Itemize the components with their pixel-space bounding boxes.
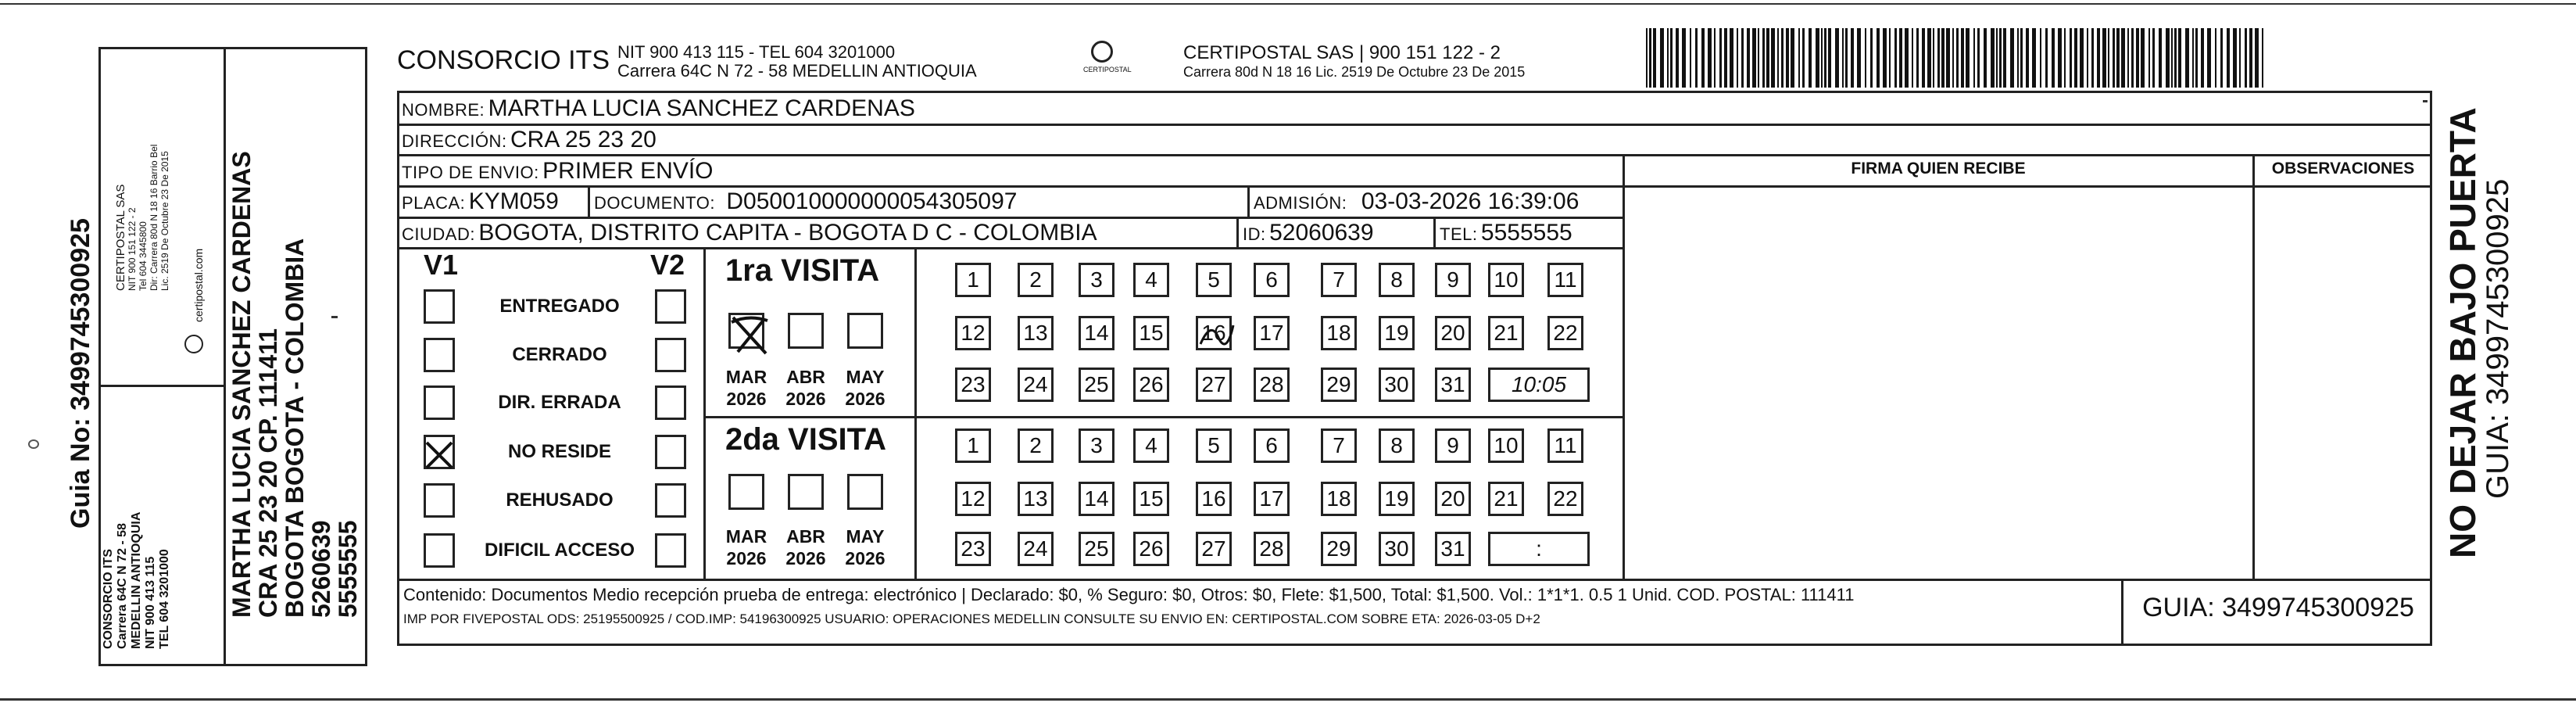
barcode-bar — [1966, 28, 1970, 88]
day-box[interactable]: 6 — [1254, 429, 1290, 463]
barcode-bar — [1842, 28, 1844, 88]
barcode-bar — [2010, 28, 2014, 88]
barcode-bar — [2080, 28, 2084, 88]
day-box[interactable]: 3 — [1079, 263, 1114, 297]
barcode-bar — [1984, 28, 1987, 88]
nombre-label: NOMBRE: — [402, 100, 485, 120]
row-line-1 — [397, 124, 2432, 126]
month-label: MAR 2026 — [725, 526, 767, 568]
barcode-bar — [1973, 28, 1975, 88]
barcode-bar — [1946, 28, 1950, 88]
observaciones-header: OBSERVACIONES — [2271, 160, 2415, 178]
barcode-bar — [2091, 28, 2094, 88]
barcode-bar — [2017, 28, 2019, 88]
stub-web: certipostal.com — [192, 248, 205, 322]
day-box[interactable]: 27 — [1196, 368, 1232, 402]
barcode-bar — [2215, 28, 2216, 88]
barcode-bar — [1905, 28, 1909, 88]
barcode-bar — [1752, 28, 1756, 88]
certi-line2: Carrera 80d N 18 16 Lic. 2519 De Octubre 23 De 2015 — [1183, 64, 1526, 80]
barcode-bar — [1999, 28, 2002, 88]
first-visit-title: 1ra VISITA — [725, 253, 880, 288]
barcode-bar — [2178, 28, 2181, 88]
barcode-bar — [2070, 28, 2072, 88]
status-option-label: ENTREGADO — [499, 296, 620, 317]
day-box[interactable]: 7 — [1321, 429, 1357, 463]
first-visit-time[interactable]: 10:05 — [1488, 368, 1590, 402]
barcode-bar — [2152, 28, 2155, 88]
stub-recipient: MARTHA LUCIA SANCHEZ CARDENAS CRA 25 23 20 CP. 111411 BOGOTA BOGOTA - COLOMBIA 5260639 5555555 — [227, 151, 362, 618]
status-option-label: REHUSADO — [506, 489, 614, 511]
col-firma-left — [1623, 154, 1625, 579]
barcode-bar — [1991, 28, 1995, 88]
barcode-bar — [1870, 28, 1873, 88]
day-box[interactable]: 18 — [1321, 482, 1357, 516]
placa-row — [402, 188, 559, 215]
day-box[interactable]: 28 — [1254, 532, 1290, 566]
id-label: ID: — [1243, 224, 1266, 244]
certipostal-logo-icon — [1091, 41, 1113, 63]
row-line-2 — [397, 154, 2432, 156]
day-box[interactable]: 30 — [1379, 368, 1415, 402]
month-checkbox[interactable] — [788, 313, 824, 349]
day-box[interactable]: 16 — [1196, 316, 1232, 350]
month-label: MAR 2026 — [725, 367, 767, 409]
admision-label: ADMISIÓN: — [1254, 193, 1347, 213]
barcode-bar — [1899, 28, 1902, 88]
day-box[interactable]: 21 — [1488, 316, 1524, 350]
v2-label: V2 — [650, 249, 685, 281]
barcode-bar — [1996, 28, 1998, 88]
day-box[interactable]: 23 — [955, 368, 991, 402]
day-box[interactable]: 4 — [1133, 429, 1169, 463]
barcode-bar — [2207, 28, 2211, 88]
day-box[interactable]: 7 — [1321, 263, 1357, 297]
barcode-bar — [1821, 28, 1823, 88]
barcode-bar — [1747, 28, 1750, 88]
day-box[interactable]: 14 — [1079, 316, 1114, 350]
day-box[interactable]: 5 — [1196, 263, 1232, 297]
v1-checkbox[interactable] — [424, 385, 455, 420]
barcode-bar — [2141, 28, 2145, 88]
company-name: CONSORCIO ITS — [397, 45, 610, 75]
nombre-value: MARTHA LUCIA SANCHEZ CARDENAS — [488, 95, 915, 121]
barcode-bar — [2185, 28, 2189, 88]
day-box[interactable]: 8 — [1379, 263, 1415, 297]
day-box[interactable]: 9 — [1435, 429, 1471, 463]
v2-checkbox[interactable] — [655, 289, 686, 324]
day-box[interactable]: 12 — [955, 482, 991, 516]
direccion-row — [402, 127, 657, 153]
day-box[interactable]: 24 — [1018, 368, 1054, 402]
barcode-bar — [2249, 28, 2252, 88]
barcode — [1646, 28, 2271, 88]
barcode-bar — [2192, 28, 2194, 88]
row-line-5 — [397, 247, 1624, 249]
placa-value: KYM059 — [468, 188, 559, 214]
barcode-bar — [2052, 28, 2055, 88]
barcode-bar — [1667, 28, 1669, 88]
barcode-bar — [1786, 28, 1789, 88]
barcode-bar — [2166, 28, 2170, 88]
tipo-label: TIPO DE ENVIO: — [402, 163, 539, 182]
month-label: ABR 2026 — [785, 526, 826, 568]
tel-row — [1440, 220, 1572, 246]
day-box[interactable]: 17 — [1254, 482, 1290, 516]
admision-value: 03-03-2026 16:39:06 — [1361, 188, 1580, 214]
barcode-bar — [2245, 28, 2247, 88]
v1-checkbox[interactable] — [424, 338, 455, 372]
day-box[interactable]: 16 — [1196, 482, 1232, 516]
barcode-bar — [2201, 28, 2204, 88]
v1-label: V1 — [424, 249, 459, 281]
barcode-bar — [1889, 28, 1891, 88]
barcode-bar — [2020, 28, 2023, 88]
row-line-footer — [397, 579, 2432, 581]
day-box[interactable]: 25 — [1079, 532, 1114, 566]
day-box[interactable]: 26 — [1133, 532, 1169, 566]
v2-checkbox[interactable] — [655, 533, 686, 568]
barcode-bar — [2262, 28, 2263, 88]
nombre-row — [402, 95, 915, 122]
day-box[interactable]: 11 — [1547, 429, 1583, 463]
footer-line1: Contenido: Documentos Medio recepción prueba de entrega: electrónico | Declarado: $0, % Seguro: $0, Otros: $0, Flete: $1,500, Total: $1,500. Vol.: 1*1*1. 0.5 1 Unid. COD. POSTAL: 111411 — [403, 585, 1855, 604]
id-divider — [1236, 217, 1239, 248]
barcode-bar — [1816, 28, 1819, 88]
top-edge-line — [0, 3, 2576, 5]
tipo-value: PRIMER ENVÍO — [542, 158, 714, 184]
row-line-4 — [397, 217, 1624, 219]
id-value: 52060639 — [1269, 220, 1374, 246]
day-box[interactable]: 12 — [955, 316, 991, 350]
barcode-bar — [1927, 28, 1931, 88]
day-box[interactable]: 20 — [1435, 316, 1471, 350]
company-line2: Carrera 64C N 72 - 58 MEDELLIN ANTIOQUIA — [617, 61, 977, 81]
day-box[interactable]: 11 — [1547, 263, 1583, 297]
handwritten-day-mark — [1196, 316, 1238, 355]
day-box[interactable]: 20 — [1435, 482, 1471, 516]
v2-checkbox[interactable] — [655, 483, 686, 518]
day-box[interactable]: 15 — [1133, 316, 1169, 350]
documento-value: D050010000000054305097 — [726, 188, 1018, 214]
day-box[interactable]: 2 — [1018, 263, 1054, 297]
ciudad-label: CIUDAD: — [402, 224, 475, 244]
barcode-bar — [2108, 28, 2109, 88]
barcode-bar — [2116, 28, 2120, 88]
scan-speck — [28, 439, 39, 449]
day-box[interactable]: 19 — [1379, 316, 1415, 350]
barcode-bar — [2113, 28, 2115, 88]
barcode-bar — [1762, 28, 1765, 88]
day-box[interactable]: 31 — [1435, 368, 1471, 402]
barcode-bar — [2171, 28, 2173, 88]
day-box[interactable]: 21 — [1488, 482, 1524, 516]
barcode-bar — [1741, 28, 1744, 88]
day-box[interactable]: 17 — [1254, 316, 1290, 350]
barcode-bar — [1828, 28, 1831, 88]
barcode-bar — [1894, 28, 1897, 88]
barcode-bar — [1701, 28, 1705, 88]
barcode-bar — [1865, 28, 1866, 88]
barcode-bar — [1809, 28, 1812, 88]
barcode-bar — [2239, 28, 2241, 88]
barcode-bar — [2087, 28, 2088, 88]
tel-divider — [1433, 217, 1436, 248]
barcode-bar — [1708, 28, 1712, 88]
doc-divider — [588, 185, 590, 217]
barcode-bar — [2097, 28, 2100, 88]
barcode-bar — [1690, 28, 1691, 88]
barcode-bar — [1737, 28, 1738, 88]
status-option-label: DIR. ERRADA — [498, 392, 621, 413]
barcode-bar — [1724, 28, 1727, 88]
stub-certipostal: CERTIPOSTAL SAS NIT 900 151 122 - 2 Tel 604 3445800 Dir: Carrera 80d N 18 16 Barrio Bel Lic. 2519 De Octubre 23 De 2015 — [114, 144, 170, 291]
documento-row — [594, 188, 1017, 215]
footer-divider — [2121, 579, 2123, 646]
stub-divider-1 — [224, 47, 226, 666]
barcode-bar — [1883, 28, 1887, 88]
day-box[interactable]: 19 — [1379, 482, 1415, 516]
day-box[interactable]: 13 — [1018, 482, 1054, 516]
day-box[interactable]: 22 — [1547, 316, 1583, 350]
barcode-bar — [2102, 28, 2106, 88]
day-box[interactable]: 6 — [1254, 263, 1290, 297]
col-obs-left — [2252, 154, 2255, 579]
firma-header: FIRMA QUIEN RECIBE — [1851, 160, 2026, 178]
admision-divider — [1247, 185, 1250, 217]
bottom-edge-line — [0, 698, 2576, 701]
barcode-bar — [2159, 28, 2162, 88]
v1-checkbox[interactable] — [424, 533, 455, 568]
barcode-bar — [1937, 28, 1940, 88]
scan-dash — [331, 316, 338, 318]
certi-line1: CERTIPOSTAL SAS | 900 151 122 - 2 — [1183, 42, 1501, 63]
barcode-bar — [1933, 28, 1934, 88]
day-box[interactable]: 1 — [955, 263, 991, 297]
month-checkbox[interactable] — [847, 474, 883, 510]
day-box[interactable]: 10 — [1488, 429, 1524, 463]
barcode-bar — [1851, 28, 1854, 88]
direccion-label: DIRECCIÓN: — [402, 131, 507, 151]
barcode-bar — [2136, 28, 2139, 88]
barcode-bar — [2045, 28, 2048, 88]
barcode-bar — [1695, 28, 1698, 88]
barcode-bar — [1977, 28, 1980, 88]
barcode-bar — [1714, 28, 1716, 88]
second-visit-time[interactable]: : — [1488, 532, 1590, 566]
check-no-reside-mark — [422, 438, 456, 472]
month-checkbox[interactable] — [788, 474, 824, 510]
barcode-bar — [1660, 28, 1664, 88]
day-box[interactable]: 3 — [1079, 429, 1114, 463]
day-box[interactable]: 22 — [1547, 482, 1583, 516]
barcode-bar — [2195, 28, 2198, 88]
ciudad-row — [402, 220, 1097, 246]
right-warning: NO DEJAR BAJO PUERTA — [2442, 107, 2483, 558]
day-box[interactable]: 23 — [955, 532, 991, 566]
v2-checkbox[interactable] — [655, 435, 686, 469]
tel-label: TEL: — [1440, 224, 1478, 244]
barcode-bar — [1719, 28, 1722, 88]
certipostal-logo-caption: CERTIPOSTAL — [1083, 66, 1132, 74]
v1-checkbox[interactable] — [424, 483, 455, 518]
day-box[interactable]: 24 — [1018, 532, 1054, 566]
barcode-bar — [1961, 28, 1964, 88]
tipo-row — [402, 158, 714, 185]
barcode-bar — [1956, 28, 1959, 88]
day-box[interactable]: 25 — [1079, 368, 1114, 402]
stub-divider-h — [98, 385, 224, 387]
right-guia: GUIA: 3499745300925 — [2481, 178, 2515, 499]
barcode-bar — [2127, 28, 2129, 88]
day-box[interactable]: 2 — [1018, 429, 1054, 463]
barcode-bar — [1941, 28, 1945, 88]
status-divider — [703, 247, 706, 579]
v1-checkbox[interactable] — [424, 289, 455, 324]
barcode-bar — [2040, 28, 2041, 88]
barcode-bar — [2148, 28, 2150, 88]
month-checkbox[interactable] — [847, 313, 883, 349]
footer-line2: IMP POR FIVEPOSTAL ODS: 25195500925 / COD.IMP: 54196300925 USUARIO: OPERACIONES MEDELLIN CONSULTE SU ENVIO EN: CERTIPOSTAL.COM SOBRE ETA: 2026-03-05 D+2 — [403, 611, 1540, 626]
barcode-bar — [2074, 28, 2077, 88]
placa-label: PLACA: — [402, 193, 466, 213]
documento-label: DOCUMENTO: — [594, 193, 715, 213]
v2-checkbox[interactable] — [655, 385, 686, 420]
barcode-bar — [2227, 28, 2230, 88]
day-box[interactable]: 30 — [1379, 532, 1415, 566]
barcode-bar — [1781, 28, 1784, 88]
barcode-bar — [2174, 28, 2177, 88]
barcode-bar — [1916, 28, 1919, 88]
barcode-bar — [1777, 28, 1779, 88]
barcode-bar — [2131, 28, 2134, 88]
barcode-bar — [1766, 28, 1769, 88]
barcode-bar — [2058, 28, 2062, 88]
day-box[interactable]: 14 — [1079, 482, 1114, 516]
barcode-bar — [1922, 28, 1925, 88]
stub-logo-icon — [184, 335, 203, 353]
day-box[interactable]: 15 — [1133, 482, 1169, 516]
scan-dash-2 — [2423, 100, 2428, 102]
barcode-bar — [2255, 28, 2259, 88]
company-line1: NIT 900 413 115 - TEL 604 3201000 — [617, 42, 896, 62]
footer-guia: GUIA: 3499745300925 — [2142, 593, 2414, 622]
month-divider — [914, 247, 917, 579]
barcode-bar — [2233, 28, 2237, 88]
barcode-bar — [1824, 28, 1826, 88]
barcode-bar — [1653, 28, 1656, 88]
barcode-bar — [1802, 28, 1805, 88]
day-box[interactable]: 26 — [1133, 368, 1169, 402]
tel-value: 5555555 — [1480, 220, 1572, 246]
barcode-bar — [1730, 28, 1733, 88]
day-box[interactable]: 10 — [1488, 263, 1524, 297]
barcode-bar — [1771, 28, 1775, 88]
stub-sender: CONSORCIO ITS Carrera 64C N 72 - 58 MEDELLIN ANTIOQUIA NIT 900 413 115 TEL 604 3201000 — [102, 511, 171, 649]
day-box[interactable]: 4 — [1133, 263, 1169, 297]
id-row — [1243, 220, 1374, 246]
barcode-bar — [2121, 28, 2125, 88]
second-visit-title: 2da VISITA — [725, 422, 886, 457]
day-box[interactable]: 29 — [1321, 368, 1357, 402]
barcode-bar — [1646, 28, 1648, 88]
day-box[interactable]: 28 — [1254, 368, 1290, 402]
barcode-bar — [2026, 28, 2029, 88]
day-box[interactable]: 31 — [1435, 532, 1471, 566]
admision-row — [1254, 188, 1579, 215]
barcode-bar — [1649, 28, 1651, 88]
direccion-value: CRA 25 23 20 — [510, 127, 657, 152]
day-box[interactable]: 29 — [1321, 532, 1357, 566]
status-option-label: NO RESIDE — [507, 441, 612, 462]
day-box[interactable]: 18 — [1321, 316, 1357, 350]
barcode-bar — [1835, 28, 1839, 88]
barcode-bar — [1682, 28, 1686, 88]
barcode-bar — [1758, 28, 1759, 88]
barcode-bar — [1952, 28, 1954, 88]
barcode-bar — [1845, 28, 1848, 88]
row-line-3 — [397, 185, 2432, 188]
row-line-6 — [703, 416, 1624, 418]
stub-guia-label: Guia No: 3499745300925 — [66, 218, 95, 529]
barcode-bar — [1798, 28, 1800, 88]
barcode-bar — [1676, 28, 1679, 88]
day-box[interactable]: 5 — [1196, 429, 1232, 463]
day-box[interactable]: 8 — [1379, 429, 1415, 463]
barcode-bar — [1670, 28, 1673, 88]
barcode-bar — [1877, 28, 1880, 88]
month-checkbox[interactable] — [728, 474, 764, 510]
day-box[interactable]: 27 — [1196, 532, 1232, 566]
barcode-bar — [1857, 28, 1861, 88]
check-mar-mark — [727, 313, 774, 360]
v2-checkbox[interactable] — [655, 338, 686, 372]
day-box[interactable]: 13 — [1018, 316, 1054, 350]
barcode-bar — [2064, 28, 2066, 88]
month-label: MAY 2026 — [845, 526, 886, 568]
barcode-bar — [2032, 28, 2036, 88]
barcode-bar — [2003, 28, 2006, 88]
ciudad-value: BOGOTA, DISTRITO CAPITA - BOGOTA D C - COLOMBIA — [478, 220, 1097, 246]
barcode-bar — [1791, 28, 1794, 88]
day-box[interactable]: 1 — [955, 429, 991, 463]
status-option-label: CERRADO — [512, 344, 607, 365]
barcode-bar — [1912, 28, 1913, 88]
day-box[interactable]: 9 — [1435, 263, 1471, 297]
status-option-label: DIFICIL ACCESO — [484, 540, 635, 561]
month-label: ABR 2026 — [785, 367, 826, 409]
barcode-bar — [2220, 28, 2223, 88]
month-label: MAY 2026 — [845, 367, 886, 409]
